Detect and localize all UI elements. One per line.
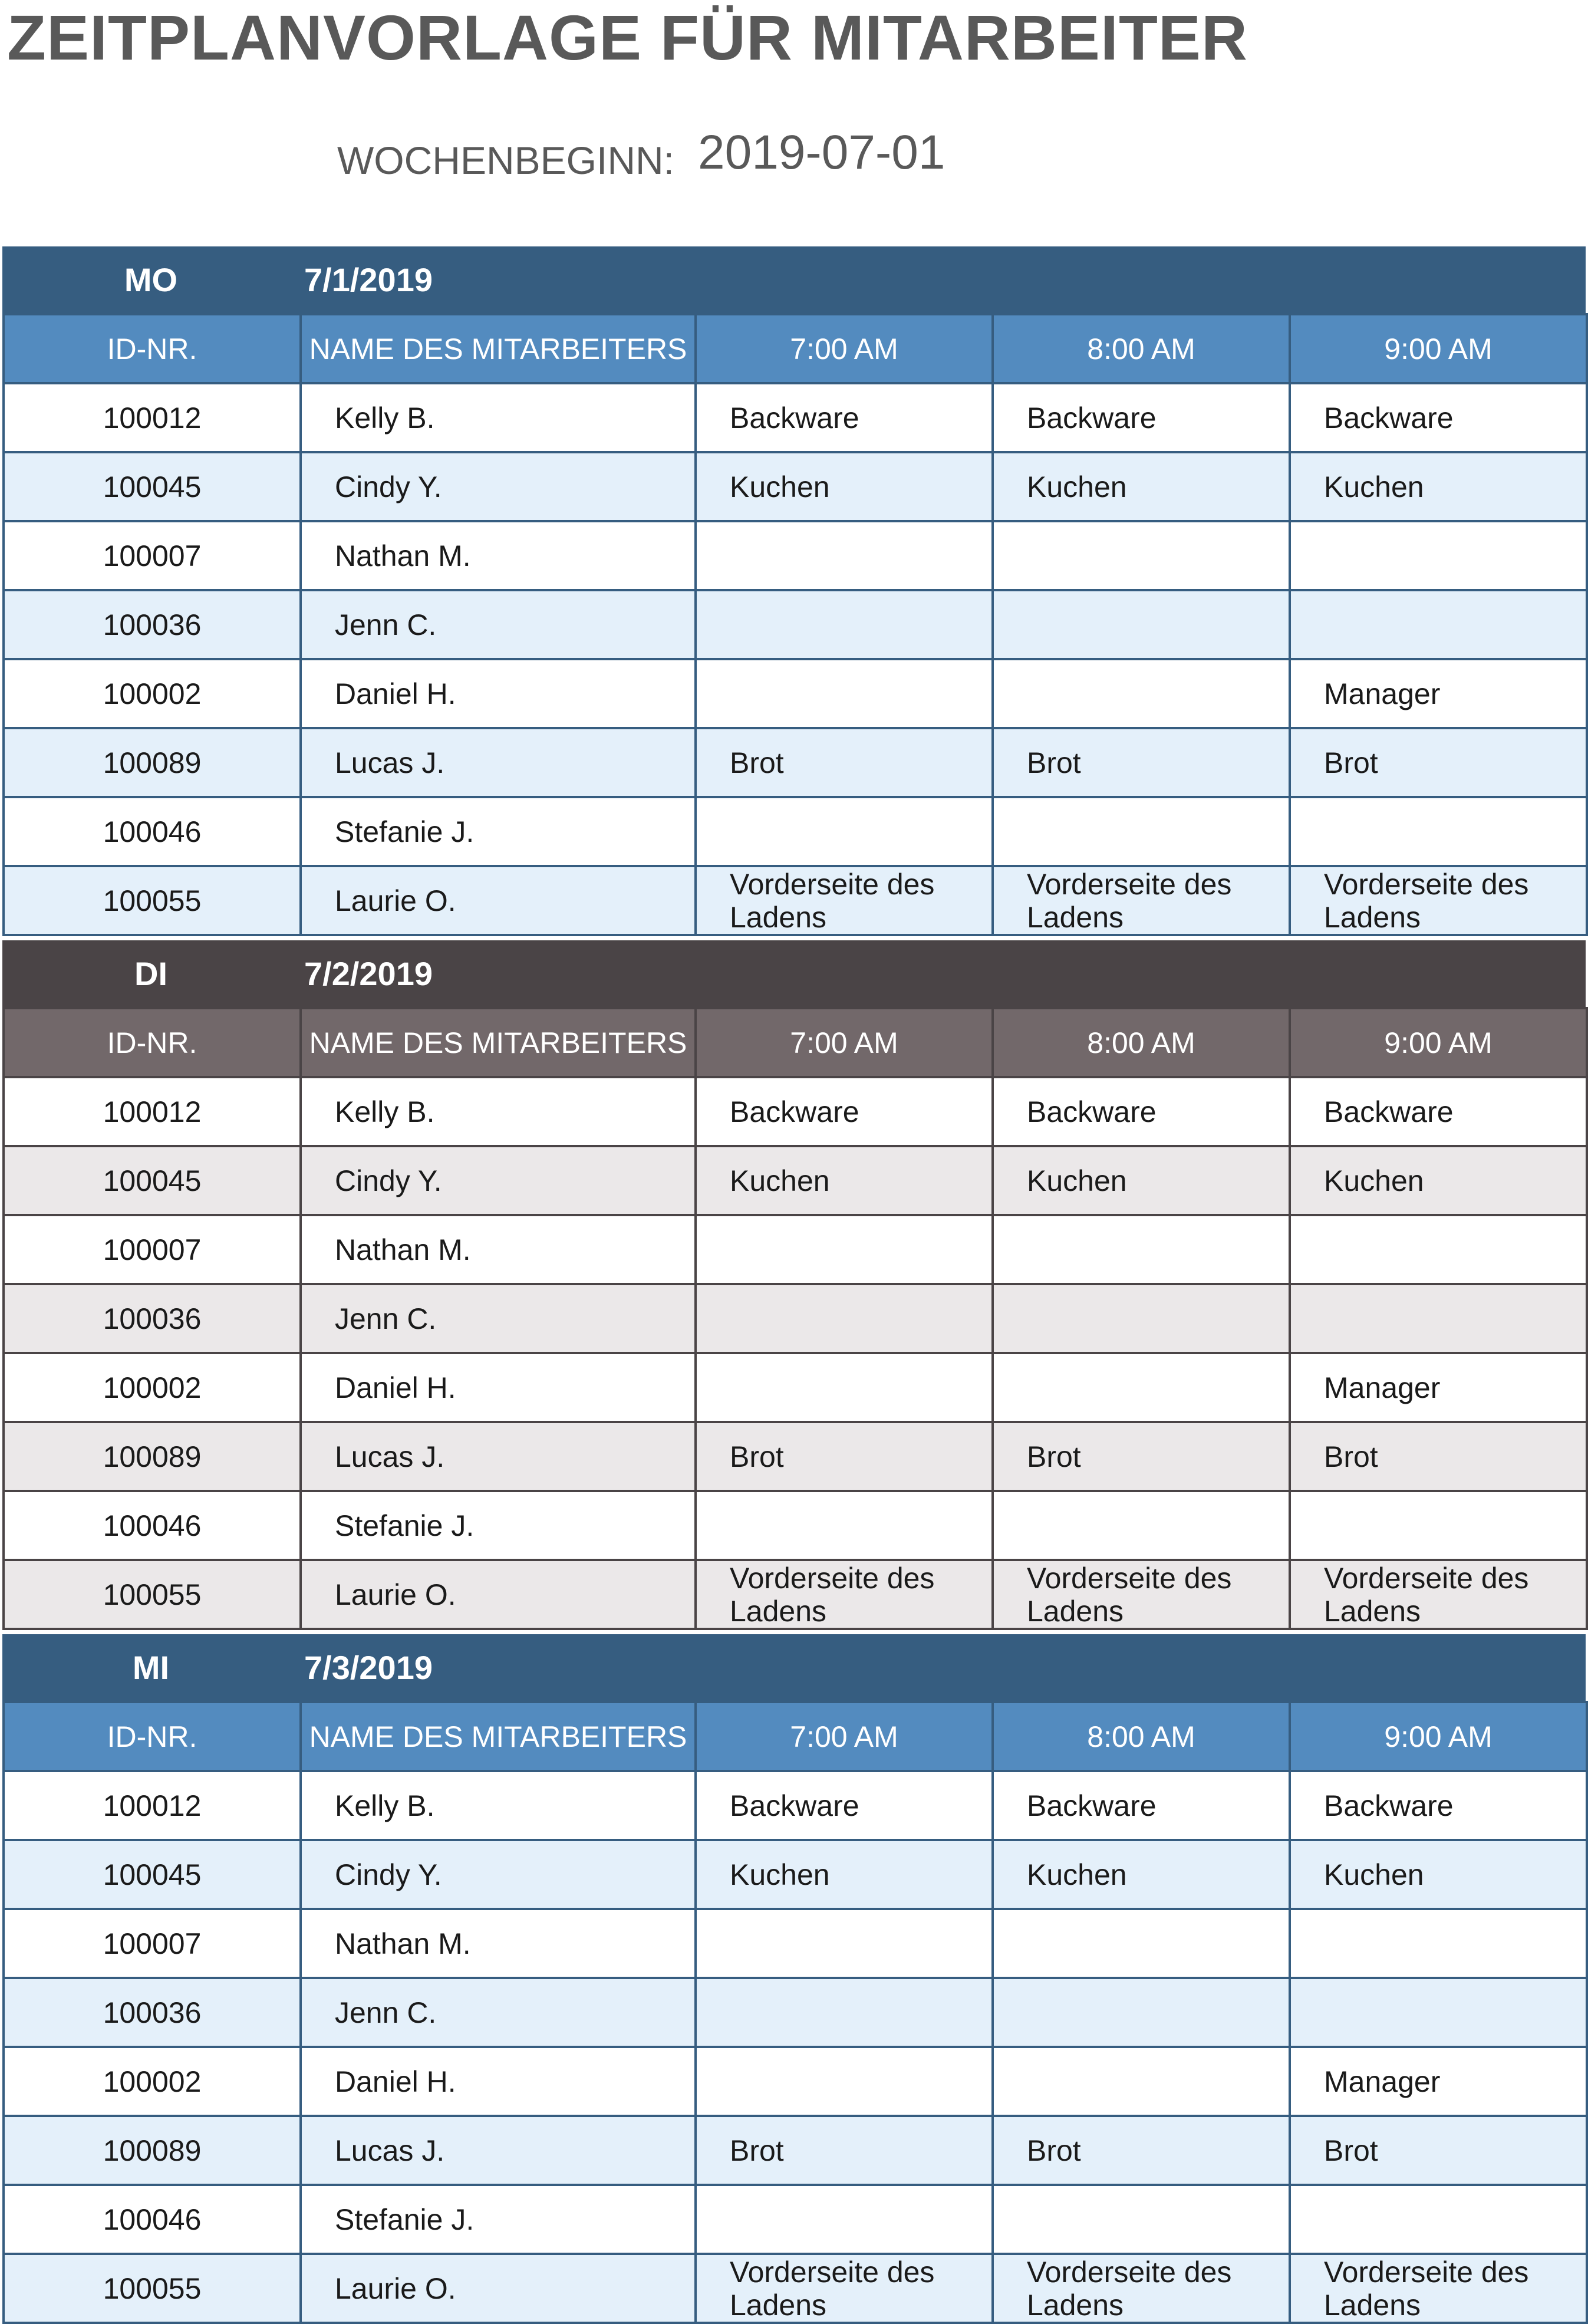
shift-text: Manager xyxy=(1324,677,1441,710)
shift-cell-slot-2[interactable] xyxy=(993,2185,1290,2254)
employee-name-cell[interactable]: Jenn C. xyxy=(301,1284,696,1353)
employee-name-cell[interactable]: Laurie O. xyxy=(301,866,696,935)
week-start-value[interactable]: 2019-07-01 xyxy=(698,126,945,179)
employee-id-cell[interactable]: 100055 xyxy=(4,2254,301,2323)
shift-cell-slot-3[interactable] xyxy=(1290,2254,1587,2323)
employee-id-cell[interactable]: 100055 xyxy=(4,866,301,935)
employee-id-cell[interactable]: 100012 xyxy=(4,383,301,452)
shift-text: Kuchen xyxy=(1324,1164,1424,1197)
shift-text: Backware xyxy=(1324,1095,1454,1128)
shift-cell-slot-1[interactable] xyxy=(696,521,993,590)
shift-text: Vorderseite des Ladens xyxy=(1027,1561,1232,1628)
shift-cell-slot-3[interactable] xyxy=(1290,728,1587,797)
employee-id-cell[interactable]: 100089 xyxy=(4,2116,301,2185)
employee-name-cell[interactable]: Laurie O. xyxy=(301,1560,696,1629)
schedule-table xyxy=(2,1007,1588,1630)
employee-name-cell[interactable]: Nathan M. xyxy=(301,1909,696,1978)
shift-text: Backware xyxy=(1027,1789,1157,1822)
column-header-slot-3: 9:00 AM xyxy=(1290,1008,1587,1077)
shift-cell-slot-1[interactable] xyxy=(696,1909,993,1978)
shift-cell-slot-2[interactable] xyxy=(993,590,1290,659)
shift-cell-slot-3[interactable] xyxy=(1290,1353,1587,1422)
column-header-slot-2: 8:00 AM xyxy=(993,314,1290,383)
employee-name-cell[interactable]: Stefanie J. xyxy=(301,1491,696,1560)
shift-cell-slot-2[interactable] xyxy=(993,452,1290,521)
shift-cell-slot-1[interactable] xyxy=(696,659,993,728)
shift-text: Vorderseite des Ladens xyxy=(730,1561,935,1628)
employee-name-cell[interactable]: Nathan M. xyxy=(301,1215,696,1284)
shift-cell-slot-2[interactable] xyxy=(993,1491,1290,1560)
shift-cell-slot-3[interactable] xyxy=(1290,1284,1587,1353)
table-row xyxy=(4,1771,1587,1840)
shift-cell-slot-2[interactable] xyxy=(993,1909,1290,1978)
shift-cell-slot-3[interactable] xyxy=(1290,590,1587,659)
day-date: 7/3/2019 xyxy=(304,1649,433,1686)
shift-cell-slot-1[interactable] xyxy=(696,1978,993,2047)
shift-cell-slot-1[interactable] xyxy=(696,2185,993,2254)
day-name: MO xyxy=(124,261,178,298)
table-row xyxy=(4,1840,1587,1909)
shift-text: Manager xyxy=(1324,1371,1441,1404)
shift-cell-slot-3[interactable] xyxy=(1290,452,1587,521)
employee-name-cell[interactable]: Daniel H. xyxy=(301,659,696,728)
day-header xyxy=(2,940,1586,1007)
shift-cell-slot-2[interactable] xyxy=(993,659,1290,728)
schedule-table xyxy=(2,313,1588,936)
shift-cell-slot-1[interactable] xyxy=(696,1215,993,1284)
shift-text: Kuchen xyxy=(1027,1164,1127,1197)
day-name: DI xyxy=(134,955,167,992)
day-date: 7/2/2019 xyxy=(304,955,433,992)
shift-text: Kuchen xyxy=(1027,1858,1127,1891)
shift-text: Backware xyxy=(730,1789,859,1822)
table-row xyxy=(4,1560,1587,1629)
shift-cell-slot-3[interactable] xyxy=(1290,1771,1587,1840)
shift-cell-slot-2[interactable] xyxy=(993,383,1290,452)
shift-text: Backware xyxy=(1324,401,1454,434)
shift-cell-slot-1[interactable] xyxy=(696,590,993,659)
table-row xyxy=(4,2116,1587,2185)
employee-name-cell[interactable]: Cindy Y. xyxy=(301,1146,696,1215)
table-row xyxy=(4,590,1587,659)
employee-name-cell[interactable]: Stefanie J. xyxy=(301,797,696,866)
employee-id-cell[interactable]: 100046 xyxy=(4,797,301,866)
shift-text: Vorderseite des Ladens xyxy=(1027,867,1232,934)
day-header xyxy=(2,1634,1586,1701)
shift-cell-slot-3[interactable] xyxy=(1290,1978,1587,2047)
shift-cell-slot-1[interactable] xyxy=(696,728,993,797)
column-header-slot-2: 8:00 AM xyxy=(993,1702,1290,1771)
shift-cell-slot-1[interactable] xyxy=(696,1491,993,1560)
shift-text: Kuchen xyxy=(1027,470,1127,503)
table-row xyxy=(4,1491,1587,1560)
employee-id-cell[interactable]: 100045 xyxy=(4,1840,301,1909)
week-start-label: WOCHENBEGINN: xyxy=(337,139,675,182)
shift-text: Vorderseite des Ladens xyxy=(1027,2255,1232,2322)
shift-text: Brot xyxy=(1324,746,1378,779)
shift-cell-slot-3[interactable] xyxy=(1290,1422,1587,1491)
shift-cell-slot-2[interactable] xyxy=(993,1077,1290,1146)
shift-cell-slot-3[interactable] xyxy=(1290,1077,1587,1146)
shift-cell-slot-1[interactable] xyxy=(696,866,993,935)
column-header-slot-3: 9:00 AM xyxy=(1290,314,1587,383)
shift-text: Kuchen xyxy=(1324,1858,1424,1891)
shift-text: Vorderseite des Ladens xyxy=(730,867,935,934)
employee-id-cell[interactable]: 100055 xyxy=(4,1560,301,1629)
table-row xyxy=(4,1353,1587,1422)
shift-cell-slot-1[interactable] xyxy=(696,383,993,452)
shift-text: Vorderseite des Ladens xyxy=(730,2255,935,2322)
shift-cell-slot-1[interactable] xyxy=(696,1560,993,1629)
shift-cell-slot-1[interactable] xyxy=(696,2047,993,2116)
shift-text: Brot xyxy=(1027,746,1081,779)
shift-cell-slot-1[interactable] xyxy=(696,797,993,866)
shift-text: Brot xyxy=(1027,1440,1081,1473)
shift-cell-slot-3[interactable] xyxy=(1290,797,1587,866)
shift-text: Kuchen xyxy=(730,1164,830,1197)
shift-cell-slot-3[interactable] xyxy=(1290,2185,1587,2254)
shift-text: Kuchen xyxy=(730,1858,830,1891)
shift-text: Brot xyxy=(730,2134,784,2167)
table-row xyxy=(4,1422,1587,1491)
employee-name-cell[interactable]: Lucas J. xyxy=(301,728,696,797)
employee-name-cell[interactable]: Stefanie J. xyxy=(301,2185,696,2254)
shift-text: Backware xyxy=(1027,1095,1157,1128)
table-row xyxy=(4,866,1587,935)
column-header-slot-1: 7:00 AM xyxy=(696,1702,993,1771)
table-row xyxy=(4,2185,1587,2254)
column-header-row xyxy=(4,314,1587,383)
shift-text: Vorderseite des Ladens xyxy=(1324,867,1529,934)
table-row xyxy=(4,797,1587,866)
employee-name-cell[interactable]: Kelly B. xyxy=(301,1771,696,1840)
schedule-table xyxy=(2,1701,1588,2324)
shift-cell-slot-3[interactable] xyxy=(1290,2116,1587,2185)
employee-id-cell[interactable]: 100089 xyxy=(4,1422,301,1491)
shift-cell-slot-2[interactable] xyxy=(993,2116,1290,2185)
shift-cell-slot-2[interactable] xyxy=(993,866,1290,935)
shift-cell-slot-3[interactable] xyxy=(1290,2047,1587,2116)
shift-text: Manager xyxy=(1324,2065,1441,2098)
employee-name-cell[interactable]: Cindy Y. xyxy=(301,452,696,521)
employee-id-cell[interactable]: 100002 xyxy=(4,659,301,728)
table-row xyxy=(4,452,1587,521)
shift-cell-slot-2[interactable] xyxy=(993,1978,1290,2047)
day-block-monday xyxy=(2,246,1586,936)
employee-id-cell[interactable]: 100046 xyxy=(4,2185,301,2254)
shift-cell-slot-2[interactable] xyxy=(993,1284,1290,1353)
shift-cell-slot-1[interactable] xyxy=(696,1771,993,1840)
shift-cell-slot-1[interactable] xyxy=(696,1422,993,1491)
employee-id-cell[interactable]: 100012 xyxy=(4,1771,301,1840)
shift-text: Brot xyxy=(730,746,784,779)
shift-cell-slot-2[interactable] xyxy=(993,1146,1290,1215)
shift-cell-slot-2[interactable] xyxy=(993,1840,1290,1909)
shift-text: Backware xyxy=(1027,401,1157,434)
employee-name-cell[interactable]: Laurie O. xyxy=(301,2254,696,2323)
shift-text: Backware xyxy=(1324,1789,1454,1822)
table-row xyxy=(4,1978,1587,2047)
shift-cell-slot-1[interactable] xyxy=(696,1353,993,1422)
employee-name-cell[interactable]: Lucas J. xyxy=(301,1422,696,1491)
employee-id-cell[interactable]: 100046 xyxy=(4,1491,301,1560)
shift-text: Vorderseite des Ladens xyxy=(1324,1561,1529,1628)
table-row xyxy=(4,1215,1587,1284)
shift-cell-slot-3[interactable] xyxy=(1290,659,1587,728)
table-row xyxy=(4,659,1587,728)
employee-id-cell[interactable]: 100036 xyxy=(4,1978,301,2047)
employee-name-cell[interactable]: Nathan M. xyxy=(301,521,696,590)
shift-cell-slot-2[interactable] xyxy=(993,1771,1290,1840)
shift-text: Brot xyxy=(730,1440,784,1473)
shift-text: Kuchen xyxy=(730,470,830,503)
column-header-id: ID-NR. xyxy=(4,1008,301,1077)
shift-cell-slot-3[interactable] xyxy=(1290,1215,1587,1284)
shift-cell-slot-3[interactable] xyxy=(1290,866,1587,935)
week-start xyxy=(337,125,1162,196)
table-row xyxy=(4,2047,1587,2116)
table-row xyxy=(4,1909,1587,1978)
shift-text: Brot xyxy=(1324,1440,1378,1473)
shift-cell-slot-2[interactable] xyxy=(993,2047,1290,2116)
employee-id-cell[interactable]: 100007 xyxy=(4,1215,301,1284)
column-header-slot-1: 7:00 AM xyxy=(696,314,993,383)
shift-text: Brot xyxy=(1027,2134,1081,2167)
employee-id-cell[interactable]: 100089 xyxy=(4,728,301,797)
day-block-wednesday xyxy=(2,1634,1586,2324)
employee-name-cell[interactable]: Lucas J. xyxy=(301,2116,696,2185)
employee-id-cell[interactable]: 100002 xyxy=(4,2047,301,2116)
employee-name-cell[interactable]: Daniel H. xyxy=(301,2047,696,2116)
table-row xyxy=(4,521,1587,590)
shift-text: Brot xyxy=(1324,2134,1378,2167)
page-title: ZEITPLANVORLAGE FÜR MITARBEITER xyxy=(7,2,1248,73)
column-header-name: NAME DES MITARBEITERS xyxy=(301,1008,696,1077)
shift-cell-slot-2[interactable] xyxy=(993,2254,1290,2323)
day-name: MI xyxy=(132,1649,170,1686)
shift-cell-slot-1[interactable] xyxy=(696,2116,993,2185)
column-header-slot-3: 9:00 AM xyxy=(1290,1702,1587,1771)
employee-id-cell[interactable]: 100036 xyxy=(4,590,301,659)
table-row xyxy=(4,1077,1587,1146)
shift-cell-slot-3[interactable] xyxy=(1290,521,1587,590)
employee-id-cell[interactable]: 100007 xyxy=(4,521,301,590)
column-header-row xyxy=(4,1702,1587,1771)
shift-text: Kuchen xyxy=(1324,470,1424,503)
employee-name-cell[interactable]: Daniel H. xyxy=(301,1353,696,1422)
shift-cell-slot-3[interactable] xyxy=(1290,1560,1587,1629)
shift-cell-slot-1[interactable] xyxy=(696,452,993,521)
column-header-slot-2: 8:00 AM xyxy=(993,1008,1290,1077)
employee-name-cell[interactable]: Jenn C. xyxy=(301,590,696,659)
shift-cell-slot-1[interactable] xyxy=(696,1284,993,1353)
column-header-row xyxy=(4,1008,1587,1077)
shift-cell-slot-2[interactable] xyxy=(993,1215,1290,1284)
day-block-tuesday xyxy=(2,940,1586,1630)
employee-id-cell[interactable]: 100045 xyxy=(4,1146,301,1215)
table-row xyxy=(4,383,1587,452)
shift-cell-slot-2[interactable] xyxy=(993,1353,1290,1422)
employee-name-cell[interactable]: Kelly B. xyxy=(301,1077,696,1146)
employee-name-cell[interactable]: Jenn C. xyxy=(301,1978,696,2047)
shift-cell-slot-2[interactable] xyxy=(993,1560,1290,1629)
table-row xyxy=(4,1284,1587,1353)
shift-cell-slot-1[interactable] xyxy=(696,2254,993,2323)
shift-cell-slot-3[interactable] xyxy=(1290,383,1587,452)
shift-cell-slot-3[interactable] xyxy=(1290,1909,1587,1978)
employee-id-cell[interactable]: 100012 xyxy=(4,1077,301,1146)
column-header-id: ID-NR. xyxy=(4,1702,301,1771)
column-header-id: ID-NR. xyxy=(4,314,301,383)
shift-text: Backware xyxy=(730,1095,859,1128)
column-header-name: NAME DES MITARBEITERS xyxy=(301,314,696,383)
shift-cell-slot-3[interactable] xyxy=(1290,1491,1587,1560)
shift-cell-slot-2[interactable] xyxy=(993,797,1290,866)
employee-id-cell[interactable]: 100007 xyxy=(4,1909,301,1978)
employee-id-cell[interactable]: 100036 xyxy=(4,1284,301,1353)
shift-cell-slot-1[interactable] xyxy=(696,1840,993,1909)
shift-cell-slot-1[interactable] xyxy=(696,1146,993,1215)
shift-text: Backware xyxy=(730,401,859,434)
shift-cell-slot-2[interactable] xyxy=(993,728,1290,797)
table-row xyxy=(4,728,1587,797)
employee-id-cell[interactable]: 100002 xyxy=(4,1353,301,1422)
table-row xyxy=(4,2254,1587,2323)
shift-text: Vorderseite des Ladens xyxy=(1324,2255,1529,2322)
day-header xyxy=(2,246,1586,313)
day-date: 7/1/2019 xyxy=(304,261,433,298)
shift-cell-slot-3[interactable] xyxy=(1290,1840,1587,1909)
shift-cell-slot-2[interactable] xyxy=(993,521,1290,590)
shift-cell-slot-3[interactable] xyxy=(1290,1146,1587,1215)
table-row xyxy=(4,1146,1587,1215)
column-header-name: NAME DES MITARBEITERS xyxy=(301,1702,696,1771)
employee-id-cell[interactable]: 100045 xyxy=(4,452,301,521)
employee-name-cell[interactable]: Kelly B. xyxy=(301,383,696,452)
shift-cell-slot-2[interactable] xyxy=(993,1422,1290,1491)
employee-name-cell[interactable]: Cindy Y. xyxy=(301,1840,696,1909)
column-header-slot-1: 7:00 AM xyxy=(696,1008,993,1077)
shift-cell-slot-1[interactable] xyxy=(696,1077,993,1146)
